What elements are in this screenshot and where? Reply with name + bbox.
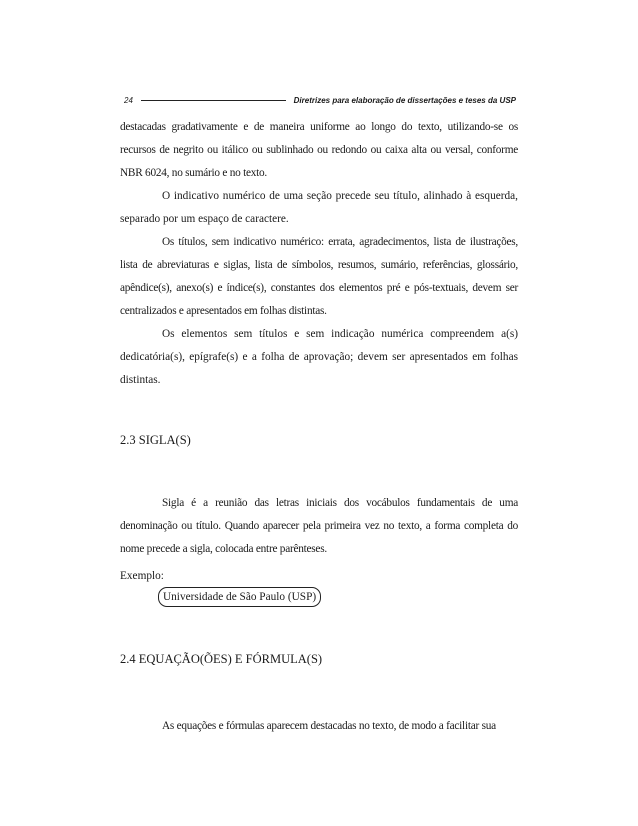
running-title: Diretrizes para elaboração de dissertações e teses da USP [293, 95, 516, 105]
section-heading-sigla: 2.3 SIGLA(S) [120, 433, 191, 447]
page-number: 24 [124, 95, 133, 105]
example-box: Universidade de São Paulo (USP) [158, 587, 321, 607]
paragraph: Sigla é a reunião das letras iniciais dos vocábulos fundamentais de uma denominação ou título. Quando aparecer pela primeira vez no texto, a forma completa do nome precede a sigla, colocada entre parênteses. [120, 497, 518, 555]
running-header [124, 93, 516, 107]
paragraph: O indicativo numérico de uma seção precede seu título, alinhado à esquerda, separado por um espaço de caractere. [120, 190, 518, 225]
paragraph: destacadas gradativamente e de maneira uniforme ao longo do texto, utilizando-se os recursos de negrito ou itálico ou sublinhado ou redondo ou caixa alta ou versal, conforme NBR 6024, no sumário e no texto. [120, 121, 518, 179]
header-rule [141, 100, 286, 101]
page-body [120, 116, 518, 738]
example-label: Exemplo: [120, 570, 164, 582]
paragraph: As equações e fórmulas aparecem destacadas no texto, de modo a facilitar sua [162, 720, 496, 732]
section-heading-equacao: 2.4 EQUAÇÃO(ÕES) E FÓRMULA(S) [120, 652, 323, 666]
paragraph: Os elementos sem títulos e sem indicação numérica compreendem a(s) dedicatória(s), epígrafe(s) e a folha de aprovação; devem ser apresentados em folhas distintas. [120, 328, 518, 386]
paragraph: Os títulos, sem indicativo numérico: errata, agradecimentos, lista de ilustrações, lista de abreviaturas e siglas, lista de símbolos, resumos, sumário, referências, glossário, apêndice(s), anexo(s) e índice(s), constantes dos elementos pré e pós-textuais, devem ser centralizados e apresentados em folhas distintas. [120, 236, 518, 317]
